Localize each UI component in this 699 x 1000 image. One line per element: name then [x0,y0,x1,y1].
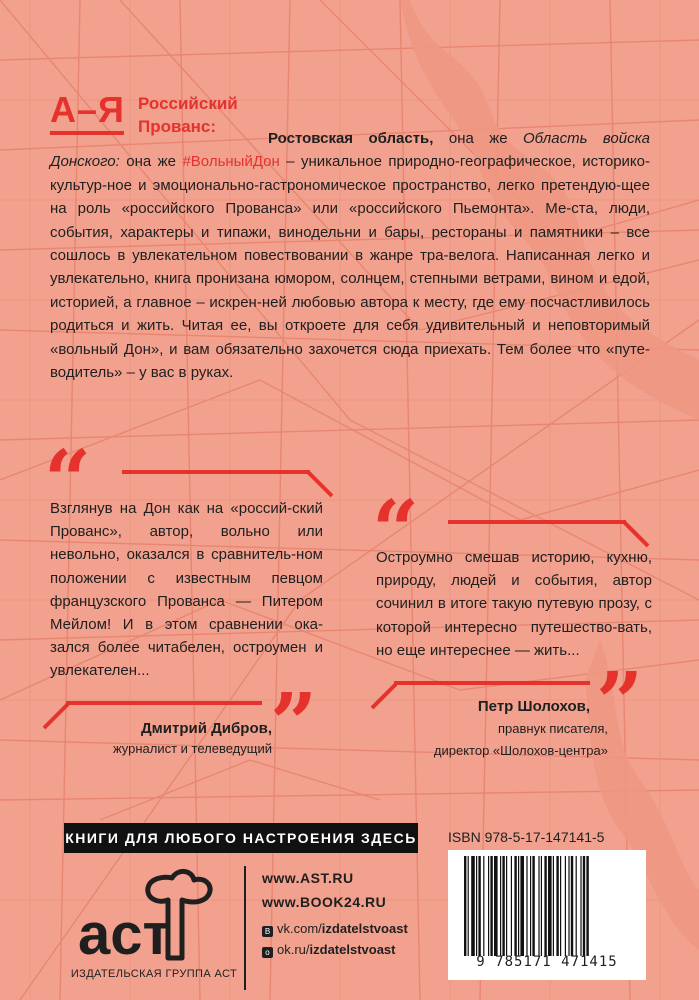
footer-banner: КНИГИ ДЛЯ ЛЮБОГО НАСТРОЕНИЯ ЗДЕСЬ [64,823,418,853]
barcode [462,856,638,956]
description-part2: она же [119,153,183,171]
publisher-caption: ИЗДАТЕЛЬСКАЯ ГРУППА АСТ [70,968,238,980]
quote2-top-line [448,520,626,524]
footer-websites [262,866,386,914]
quote1-close-mark: ” [270,676,318,772]
footer-social [262,918,408,960]
website-book24-link[interactable]: www.BOOK24.RU [262,894,387,910]
quote1-open-mark: “ [44,433,92,529]
quote2-bottom-line [394,681,590,685]
isbn-label: ISBN 978-5-17-147141-5 [448,829,605,845]
vk-link[interactable] [262,918,408,939]
ok-link[interactable] [262,939,408,960]
vk-prefix: vk.com/ [277,921,322,936]
quote2-open-mark: “ [372,483,420,579]
series-title: Российский Прованс: [138,94,238,136]
barcode-number: 9 785171 471415 [476,954,618,970]
quote1-text: Взглянув на Дон как на «россий-ский Прованс», автор, вольно или невольно, оказался в сравнитель-ном положении с известным певцом французского Прованса — Питером Мейлом! И в этом сравнении ока-зался более читабелен, остроумен и увлекателен... [50,500,323,680]
publisher-logo [74,866,234,966]
description-part1: она же [433,130,524,147]
website-ast-link[interactable]: www.AST.RU [262,870,354,886]
vk-handle: izdatelstvoast [321,921,408,936]
quote1-top-line [122,470,310,474]
description-hashtag: #ВольныйДон [182,153,280,171]
quote2-text: Остроумно смешав историю, кухню, природу, людей и события, автор сочинил в итоге такую путевую прозу, с которой интересно путешество-вать, но еще интереснее — жить... [376,549,652,659]
quote1-bottom-line [66,701,262,705]
description-lead: Ростовская область, [268,130,434,147]
book-description [50,127,650,384]
quote1-line-corner [306,470,336,500]
footer-divider [244,866,246,990]
description-body: – уникальное природно-географическое, историко-культур-ное и эмоционально-гастрономическое пространство, легко претендую-щее на роль «российского Прованса» или «российского Пьемонта». Ме-ста, люди, события, характеры и типажи, винодельни и бары, рестораны и памятники – все сошлось в увлекательном повествовании в жанре тра-велога. Написанная легко и увлекательно, книга пронизана юмором, солнцем, степными ветрами, вином и едой, историей, а главное – искрен-ней любовью автора к месту, где ему посчастливилось родиться и жить. Читая ее, вы откроете для себя удивительный и неповторимый «вольный Дон», и вам обязательно захочется сюда приехать. Тем более что «путе-водитель» – у вас в руках. [50,153,650,382]
description-italic: Область войска Донского: [50,130,650,171]
quote1-author: Дмитрий Дибров, [140,720,272,737]
quote1-author-role: журналист и телеведущий [112,741,272,756]
ok-prefix: ok.ru/ [277,942,310,957]
series-logo: А–Я [50,89,125,130]
vk-icon: В [262,926,273,937]
publisher-logo-text: аст [78,902,171,966]
quote2-author-role-2: директор «Шолохов-центра» [433,743,608,758]
ok-handle: izdatelstvoast [309,942,396,957]
quote2-author: Петр Шолохов, [477,698,590,715]
quote2-close-mark: ” [596,655,644,751]
quote2-author-role-1: правнук писателя, [498,721,608,736]
barcode-panel [448,850,646,980]
ok-icon: о [262,947,273,958]
